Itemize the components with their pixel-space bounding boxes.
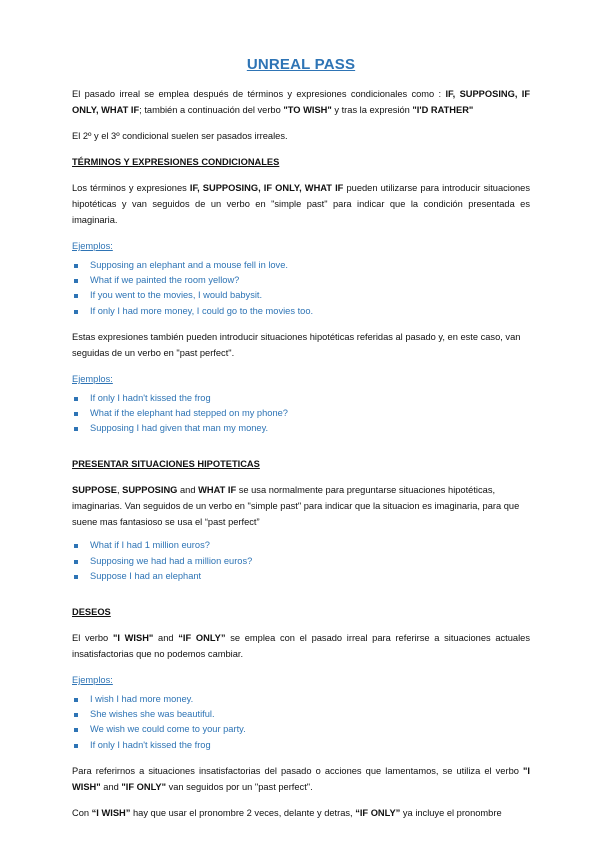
list-item: What if I had 1 million euros? <box>72 538 530 553</box>
s3-if-only: “IF ONLY” <box>178 633 226 644</box>
section-heading-hipoteticas: PRESENTAR SITUACIONES HIPOTETICAS <box>72 459 260 470</box>
s2-suppose: SUPPOSE <box>72 485 117 496</box>
bullet-square-icon <box>74 744 78 748</box>
s1-text-a: Los términos y expresiones <box>72 183 190 193</box>
s2-supposing: SUPPOSING <box>122 485 178 496</box>
examples-label: Ejemplos: <box>72 373 113 384</box>
bullet-square-icon <box>74 427 78 431</box>
section3-paragraph-1: El verbo "I WISH" and “IF ONLY” se emplea con el pasado irreal para referirse a situaciones actuales insatisfactorias que no podemos cambiar. <box>72 633 530 660</box>
bullet-square-icon <box>74 713 78 717</box>
section-heading-deseos: DESEOS <box>72 607 111 618</box>
list-item: If only I hadn't kissed the frog <box>72 738 530 753</box>
list-item: She wishes she was beautiful. <box>72 707 530 722</box>
examples-list-2 <box>72 391 530 437</box>
list-item: If you went to the movies, I would babysit. <box>72 288 530 303</box>
intro-text-e: y tras la expresión <box>331 105 413 115</box>
document-page <box>72 56 530 821</box>
list-item: What if the elephant had stepped on my phone? <box>72 406 530 421</box>
section-heading-terminos: TÉRMINOS Y EXPRESIONES CONDICIONALES <box>72 157 280 167</box>
examples-label: Ejemplos: <box>72 675 113 686</box>
intro-text-a: El pasado irreal se emplea después de términos y expresiones condicionales como : <box>72 89 446 99</box>
list-item: Supposing we had had a million euros? <box>72 554 530 569</box>
s3-i-wish: "I WISH" <box>112 633 154 644</box>
bullet-square-icon <box>74 728 78 732</box>
list-item: I wish I had more money. <box>72 692 530 707</box>
bullet-square-icon <box>74 698 78 702</box>
list-item: Supposing I had given that man my money. <box>72 421 530 436</box>
intro-text-c: ; también a continuación del verbo <box>139 105 284 115</box>
s1-terms: IF, SUPPOSING, IF ONLY, WHAT IF <box>189 183 344 193</box>
list-item: Suppose I had an elephant <box>72 569 530 584</box>
section1-paragraph-1 <box>72 180 530 228</box>
bullet-square-icon <box>74 544 78 548</box>
examples-list-3 <box>72 538 530 584</box>
bullet-square-icon <box>74 310 78 314</box>
intro-terms: IF, SUPPOSING, IF ONLY, WHAT IF <box>72 89 531 115</box>
section3-paragraph-2: Para referirnos a situaciones insatisfactorias del pasado o acciones que lamentamos, se utiliza el verbo "I WISH" and "IF ONLY" van seguidos por un "past perfect". <box>72 765 530 792</box>
list-item: If only I hadn't kissed the frog <box>72 391 530 406</box>
intro-id-rather: "I'D RATHER" <box>412 105 474 115</box>
s1-text-c: pueden utilizarse para introducir situaciones hipotéticas y van seguidos de un verbo en "simple past" para indicar que la condición presentada es imaginaria. <box>72 183 530 225</box>
section1-paragraph-2: Estas expresiones también pueden introducir situaciones hipotéticas referidas al pasado y, en este caso, van seguidas de un verbo en "past perfect". <box>72 331 521 358</box>
examples-label: Ejemplos: <box>72 241 113 251</box>
s2-what-if: WHAT IF <box>198 485 237 496</box>
list-item: We wish we could come to your party. <box>72 722 530 737</box>
bullet-square-icon <box>74 264 78 268</box>
list-item: What if we painted the room yellow? <box>72 273 530 288</box>
examples-list-1 <box>72 258 530 319</box>
bullet-square-icon <box>74 279 78 283</box>
intro-to-wish: "TO WISH" <box>283 105 332 115</box>
list-item: Supposing an elephant and a mouse fell in love. <box>72 258 530 273</box>
bullet-square-icon <box>74 412 78 416</box>
intro-paragraph-2: El 2º y el 3º condicional suelen ser pasados irreales. <box>72 131 288 141</box>
page-title: UNREAL PASS <box>246 56 356 73</box>
list-item: If only I had more money, I could go to the movies too. <box>72 304 530 319</box>
section3-paragraph-3: Con “I WISH” hay que usar el pronombre 2 veces, delante y detras, “IF ONLY” ya incluye el pronombre <box>72 807 502 818</box>
examples-list-4 <box>72 692 530 753</box>
bullet-square-icon <box>74 397 78 401</box>
section2-paragraph-1: SUPPOSE, SUPPOSING and WHAT IF se usa normalmente para preguntarse situaciones hipotéticas, imaginarias. Van seguidos de un verbo en "simple past" para indicar que la situacion es imaginaria, para que suene mas fantasioso se usa el “past perfect” <box>72 485 520 528</box>
intro-paragraph <box>72 86 530 118</box>
bullet-square-icon <box>74 294 78 298</box>
bullet-square-icon <box>74 575 78 579</box>
bullet-square-icon <box>74 560 78 564</box>
